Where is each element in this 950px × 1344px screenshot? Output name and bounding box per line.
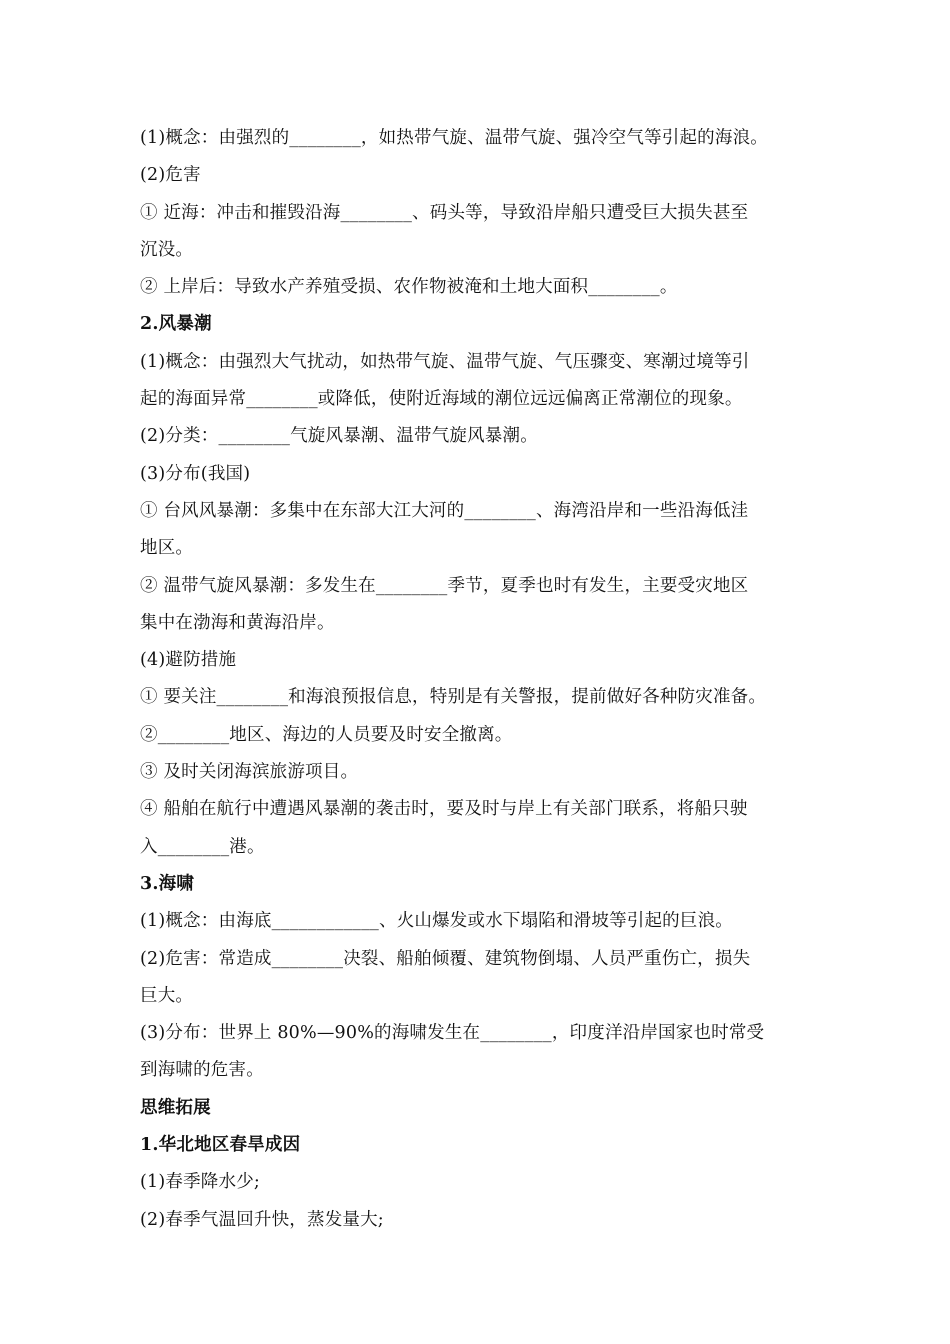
- section-heading: 3.海啸: [140, 873, 195, 894]
- text-line: (2)危害: [140, 165, 201, 186]
- text-line: (1)概念：由强烈的________，如热带气旋、温带气旋、强冷空气等引起的海浪。: [140, 128, 768, 148]
- text-line: 地区。: [140, 538, 194, 559]
- text-line: 集中在渤海和黄海沿岸。: [140, 612, 335, 633]
- text-line: 沉没。: [140, 239, 194, 260]
- text-line: ② 温带气旋风暴潮：多发生在________季节，夏季也时有发生，主要受灾地区: [140, 575, 749, 596]
- text-line: (1)概念：由强烈大气扰动，如热带气旋、温带气旋、气压骤变、寒潮过境等引: [140, 351, 750, 372]
- text-line: ② 上岸后：导致水产养殖受损、农作物被淹和土地大面积________。: [140, 277, 678, 298]
- text-line: (2)春季气温回升快，蒸发量大;: [140, 1209, 384, 1230]
- document-body: [140, 120, 820, 1239]
- text-line: (4)避防措施: [140, 650, 237, 671]
- text-line: ②________地区、海边的人员要及时安全撤离。: [140, 724, 513, 745]
- section-heading: 2.风暴潮: [140, 314, 212, 335]
- text-line: ① 近海：冲击和摧毁沿海________、码头等，导致沿岸船只遭受巨大损失甚至: [140, 202, 749, 223]
- text-line: (2)危害：常造成________决裂、船舶倾覆、建筑物倒塌、人员严重伤亡，损失: [140, 948, 751, 969]
- text-line: (3)分布(我国): [140, 463, 251, 484]
- section-heading: 1.华北地区春旱成因: [140, 1135, 301, 1156]
- text-line: (2)分类：________气旋风暴潮、温带气旋风暴潮。: [140, 426, 538, 447]
- text-line: 入________港。: [140, 836, 265, 857]
- text-line: 巨大。: [140, 985, 194, 1006]
- text-line: 起的海面异常________或降低，使附近海域的潮位远远偏离正常潮位的现象。: [140, 389, 743, 410]
- text-line: ① 台风风暴潮：多集中在东部大江大河的________、海湾沿岸和一些沿海低洼: [140, 500, 749, 521]
- text-line: (1)概念：由海底____________、火山爆发或水下塌陷和滑坡等引起的巨浪。: [140, 911, 733, 932]
- text-line: ③ 及时关闭海滨旅游项目。: [140, 762, 359, 783]
- section-heading: 思维拓展: [140, 1097, 211, 1118]
- text-line: (3)分布：世界上 80%—90%的海啸发生在________，印度洋沿岸国家也时常受: [140, 1023, 765, 1044]
- text-line: 到海啸的危害。: [140, 1060, 264, 1081]
- text-line: ① 要关注________和海浪预报信息，特别是有关警报，提前做好各种防灾准备。: [140, 687, 767, 708]
- text-line: ④ 船舶在航行中遭遇风暴潮的袭击时，要及时与岸上有关部门联系，将船只驶: [140, 799, 748, 820]
- text-line: (1)春季降水少;: [140, 1172, 260, 1193]
